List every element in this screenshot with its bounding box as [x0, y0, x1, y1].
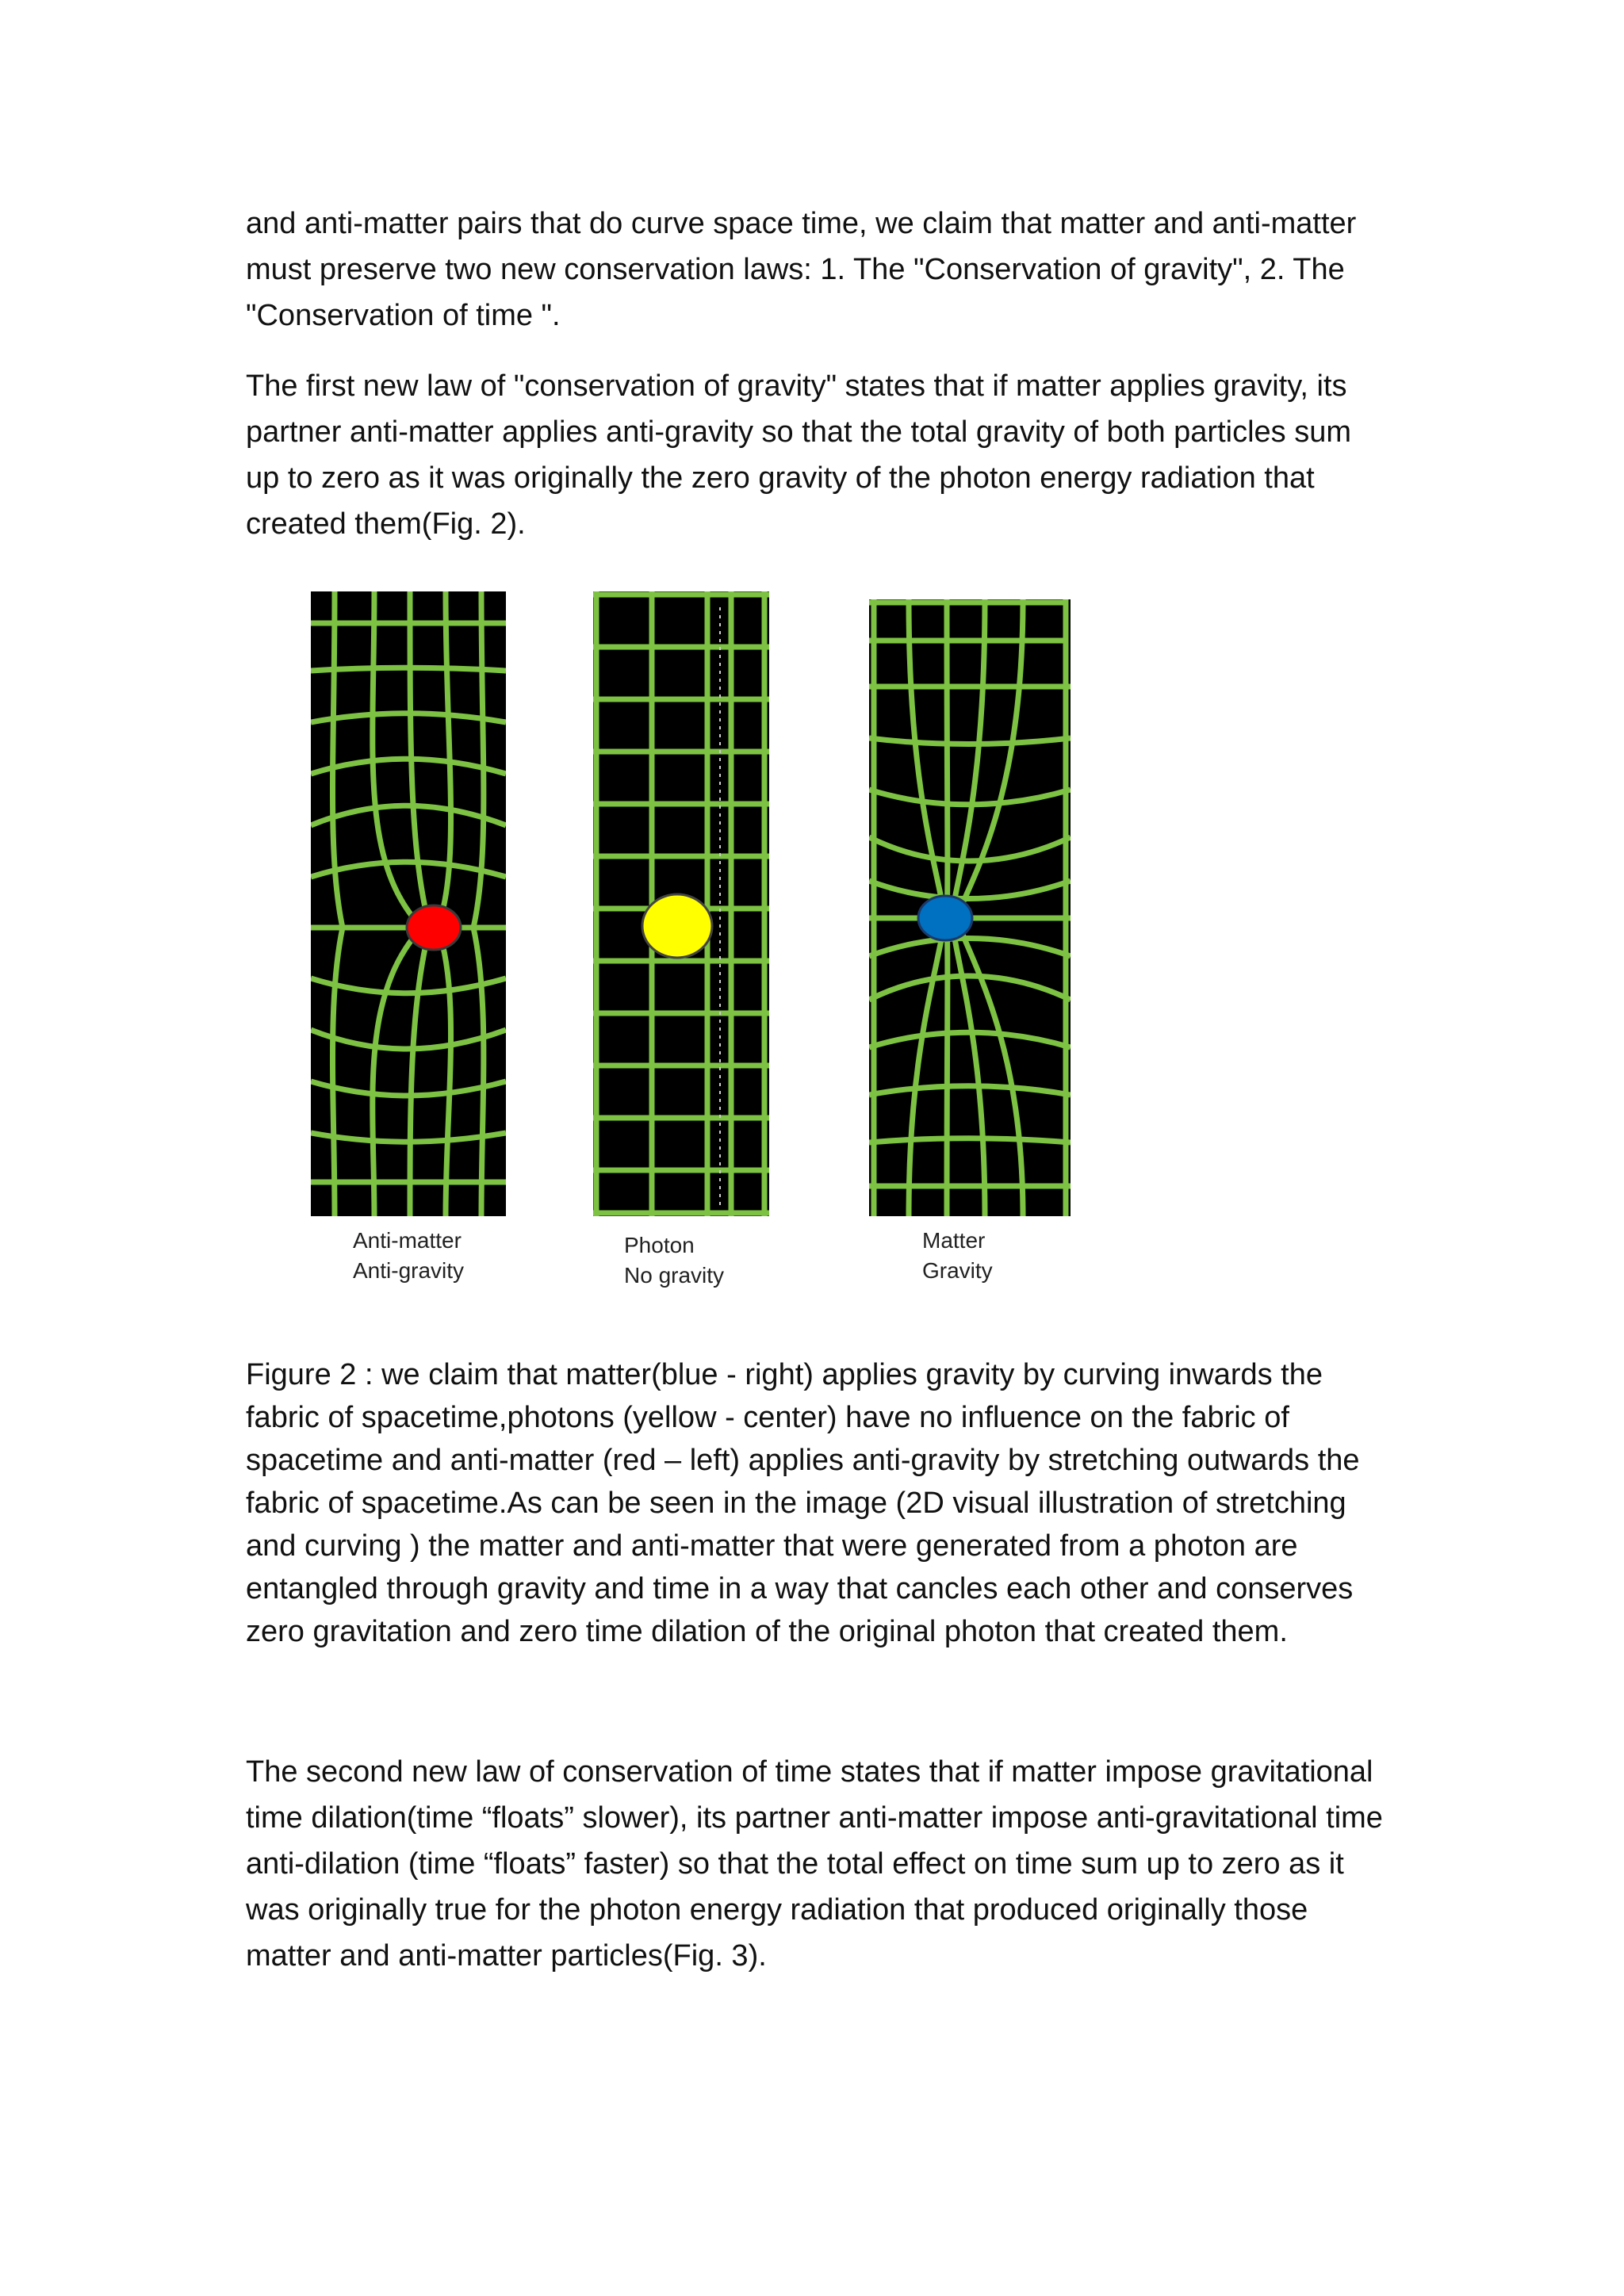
anti-matter-label: Anti-matter Anti-gravity [353, 1228, 465, 1283]
figure-caption: Figure 2 : we claim that matter(blue - right) applies gravity by curving inwards the fabric of spacetime,photons (yellow - center) have no influence on the fabric of spacetime and anti-matter (red – left) applies anti-gravity by stretching outwards the fabric of spacetime.As can be seen in the image (2D visual illustration of stretching and curving ) the matter and anti-matter that were generated from a photon are entangled through gravity and time in a way that cancles each other and conserves zero gravitation and zero time dilation of the original photon that created them. [246, 1358, 1360, 1648]
paragraph-conservation-gravity: The first new law of "conservation of gravity" states that if matter applies gravity, its partner anti-matter applies anti-gravity so that the total gravity of both particles sum up to zero as it was originally the zero gravity of the photon energy radiation that created them(Fig. 2). [246, 369, 1351, 541]
matter-spacetime-panel [869, 599, 1071, 1216]
paragraph-conservation-time: The second new law of conservation of time states that if matter impose gravitational time dilation(time “floats” slower), its partner anti-matter impose anti-gravitational time anti-dilation (time “floats” faster) so that the total effect on time sum up to zero as it was originally true for the photon energy radiation that produced originally those matter and anti-matter particles(Fig. 3). [246, 1755, 1383, 1973]
anti-matter-particle [407, 905, 461, 950]
anti-matter-spacetime-panel [311, 591, 506, 1216]
photon-spacetime-panel [593, 591, 769, 1216]
photon-label: Photon No gravity [624, 1233, 725, 1288]
photon-particle [642, 894, 712, 958]
matter-particle [918, 896, 972, 940]
paragraph-intro: and anti-matter pairs that do curve space time, we claim that matter and anti-matter must preserve two new conservation laws: 1. The "Conservation of gravity", 2. The "Conservation of time ". [246, 207, 1357, 332]
matter-label: Matter Gravity [922, 1228, 993, 1283]
